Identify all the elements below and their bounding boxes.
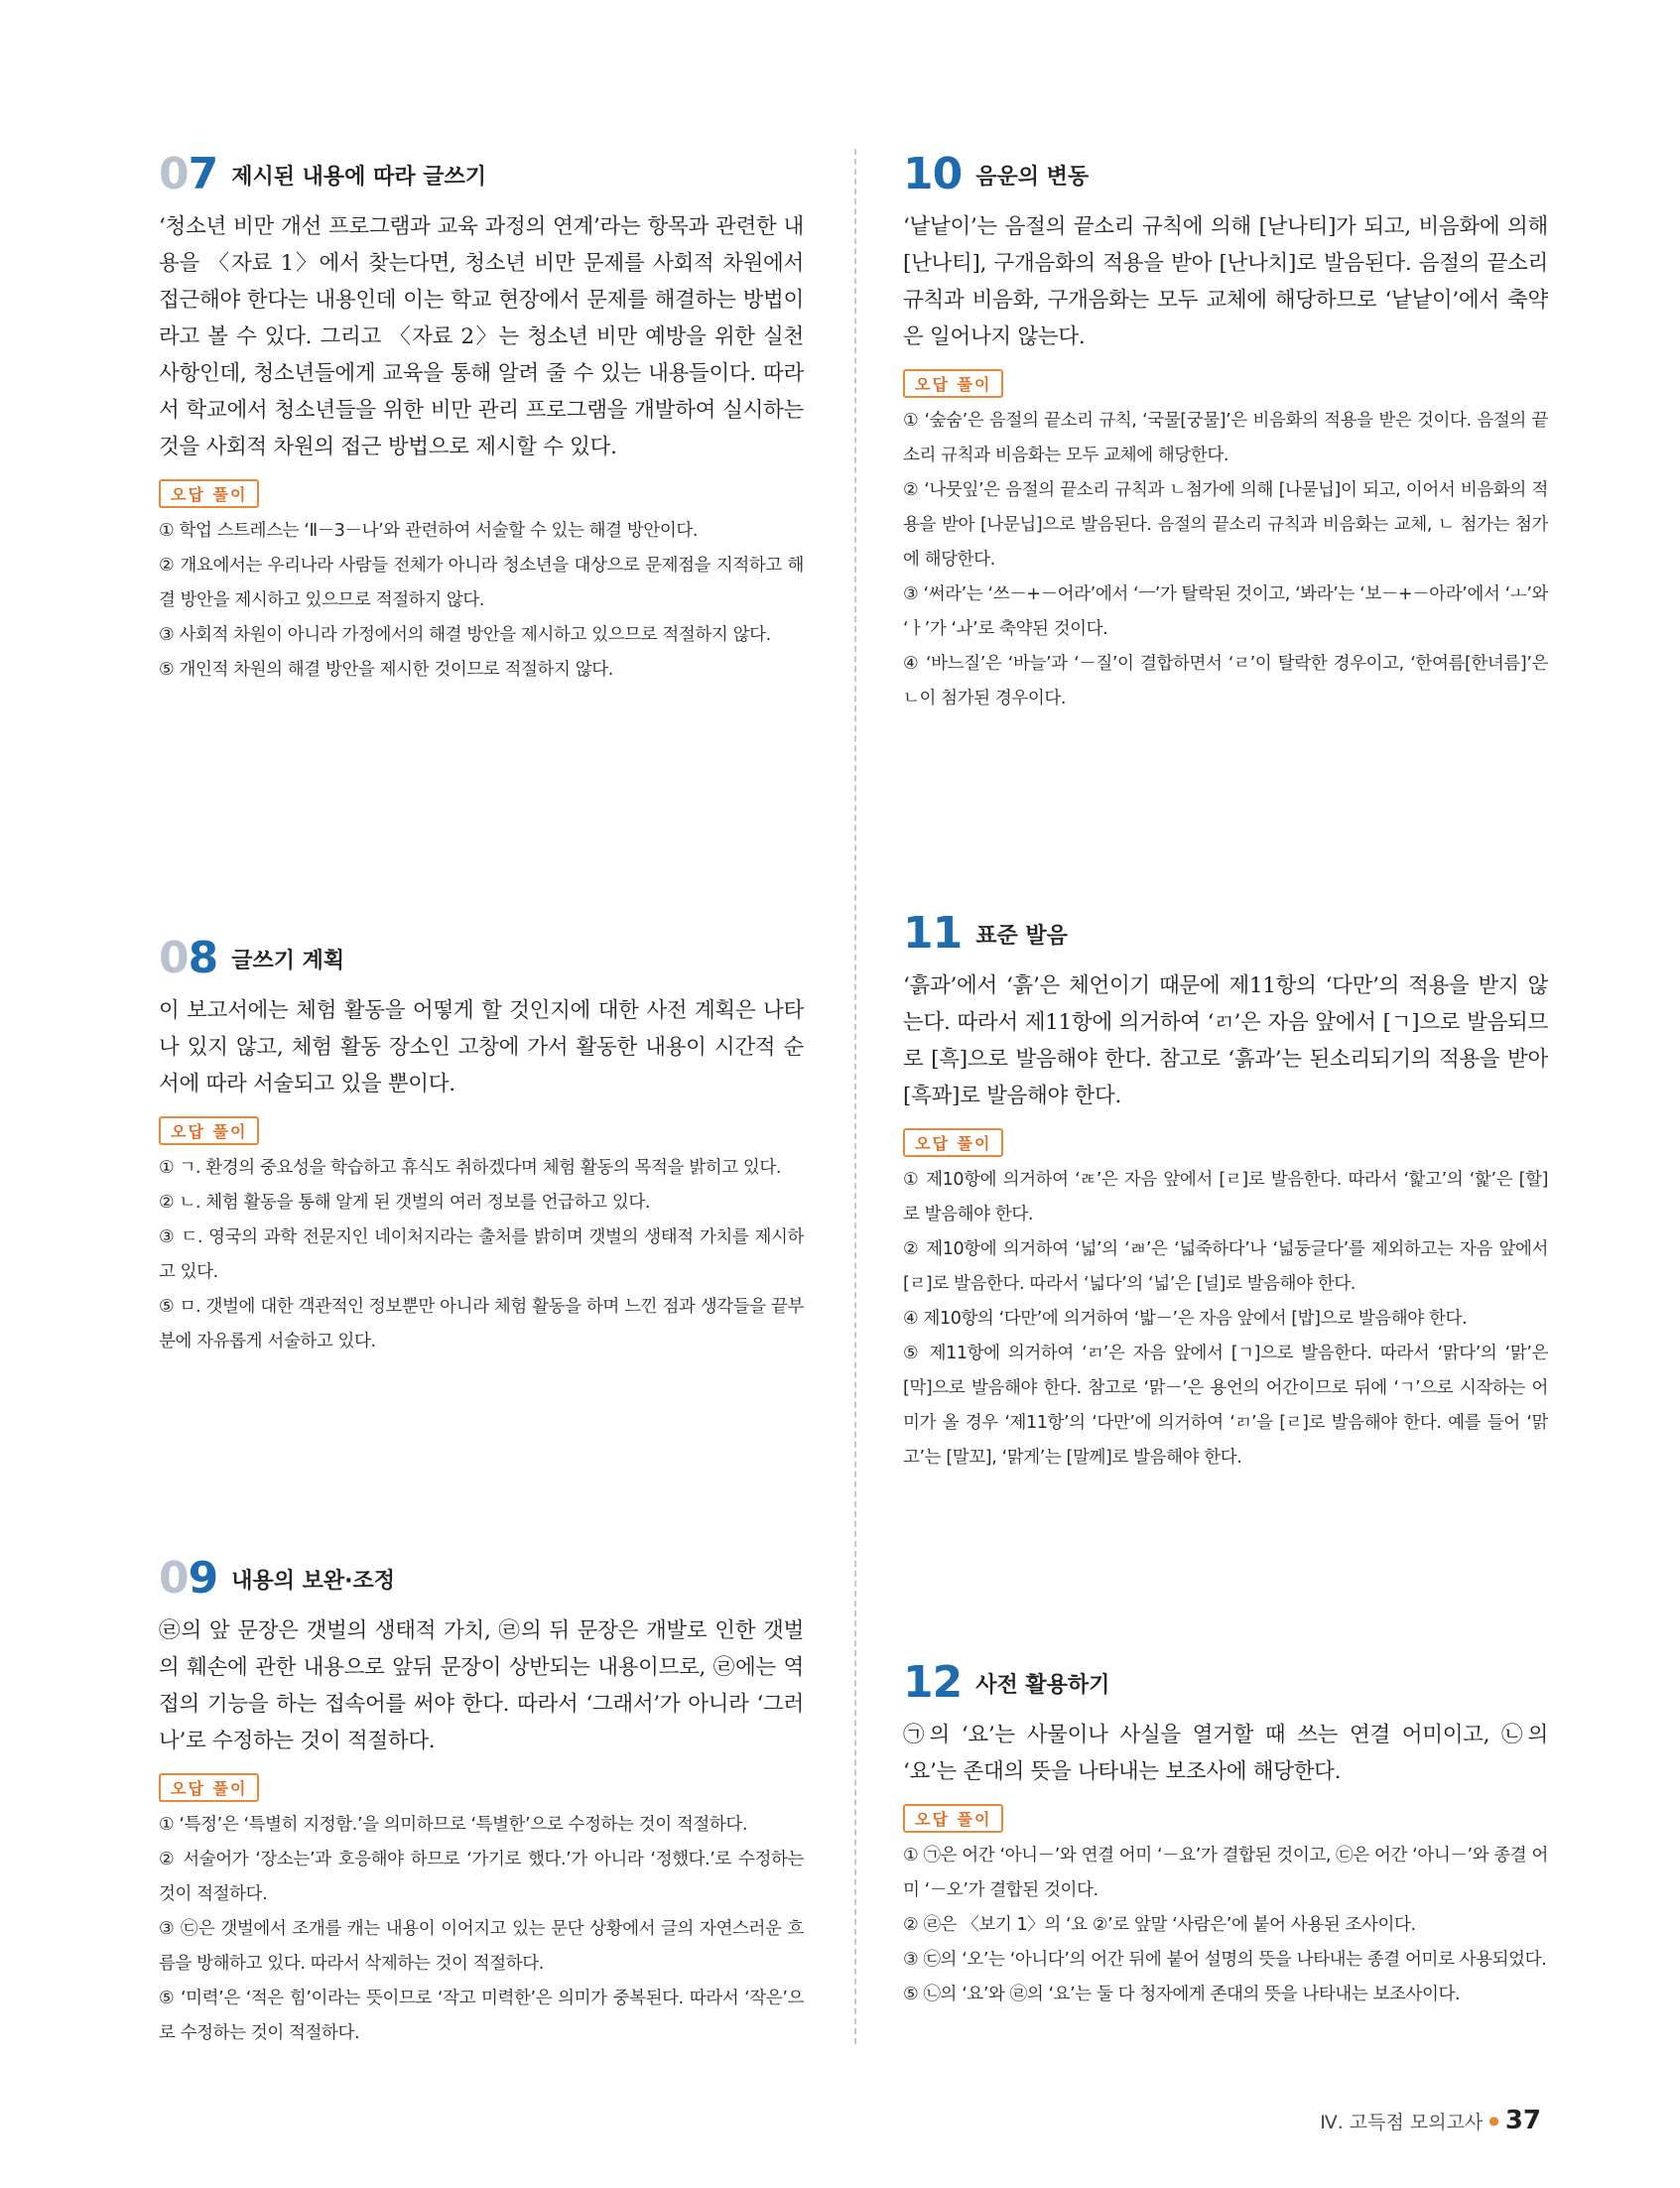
question-07 [159,149,804,688]
question-number: 12 [903,1657,963,1708]
list-item: ⑤ ‘미력’은 ‘적은 힘’이라는 뜻이므로 ‘작고 미력한’은 의미가 중복된다. 따라서 ‘작은’으로 수정하는 것이 적절하다. [159,1989,804,2043]
column-divider [854,149,856,2044]
question-header [159,149,804,199]
list-item: ④ ‘바느질’은 ‘바늘’과 ‘－질’이 결합하면서 ‘ㄹ’이 탈락한 경우이고, ‘한여름[한녀름]’은 ㄴ이 첨가된 경우이다. [903,654,1548,708]
wrong-answer-tag: 오답 풀이 [159,479,259,508]
list-item: ② ㉣은 〈보기 1〉의 ‘요 ②’로 앞말 ‘사람은’에 붙어 사용된 조사이다. [903,1915,1416,1935]
page-number: 37 [1504,2106,1541,2135]
wrong-answer-list [159,1151,804,1359]
question-header [903,908,1548,959]
list-item: ④ 제10항의 ‘다만’에 의거하여 ‘밟－’은 자음 앞에서 [밥]으로 발음해야 한다. [903,1309,1468,1329]
question-title: 표준 발음 [975,924,1068,949]
list-item: ② 개요에서는 우리나라 사람들 전체가 아니라 청소년을 대상으로 문제점을 지적하고 해결 방안을 제시하고 있으므로 적절하지 않다. [159,556,804,610]
list-item: ② 서술어가 ‘장소는’과 호응해야 하므로 ‘가기로 했다.’가 아니라 ‘정했다.’로 수정하는 것이 적절하다. [159,1850,804,1904]
list-item: ① ‘특정’은 ‘특별히 지정함.’을 의미하므로 ‘특별한’으로 수정하는 것이 적절하다. [159,1815,748,1835]
wrong-answer-list [159,1808,804,2051]
question-header [903,1657,1548,1708]
question-header [159,1553,804,1604]
explanation-text: ㉠의 ‘요’는 사물이나 사실을 열거할 때 쓰는 연결 어미이고, ㉡의 ‘요’는 존대의 뜻을 나타내는 보조사에 해당한다. [903,1723,1548,1784]
separator-dot-icon: ● [1488,2114,1499,2127]
question-header [903,149,1548,199]
list-item: ⑤ ㅁ. 갯벌에 대한 객관적인 정보뿐만 아니라 체험 활동을 하며 느낀 점과 생각들을 끝부분에 자유롭게 서술하고 있다. [159,1297,804,1351]
explanation-text: ‘청소년 비만 개선 프로그램과 교육 과정의 연계’라는 항목과 관련한 내용을 〈자료 1〉에서 찾는다면, 청소년 비만 문제를 사회적 차원에서 접근해야 한다는 내용인데 이는 학교 현장에서 문제를 해결하는 방법이라고 볼 수 있다. 그리고 〈자료 2〉는 청소년 비만 예방을 위한 실천 사항인데, 청소년들에게 교육을 통해 알려 줄 수 있는 내용들이다. 따라서 학교에서 청소년들을 위한 비만 관리 프로그램을 개발하여 실시하는 것을 사회적 차원의 접근 방법으로 제시할 수 있다. [159,214,804,459]
question-12 [903,1657,1548,2012]
list-item: ① ㄱ. 환경의 중요성을 학습하고 휴식도 취하겠다며 체험 활동의 목적을 밝히고 있다. [159,1158,782,1178]
wrong-answer-tag: 오답 풀이 [159,1116,259,1145]
list-item: ② 제10항에 의거하여 ‘넓’의 ‘ㄼ’은 ‘넓죽하다’나 ‘넓둥글다’를 제외하고는 자음 앞에서 [ㄹ]로 발음한다. 따라서 ‘넓다’의 ‘넓’은 [널]로 발음해야 한다. [903,1239,1548,1294]
section-label: Ⅳ. 고득점 모의고사 [1320,2111,1484,2133]
question-number: 08 [159,933,218,983]
wrong-answer-list [159,514,804,688]
list-item: ① 제10항에 의거하여 ‘ㄾ’은 자음 앞에서 [ㄹ]로 발음한다. 따라서 ‘핥고’의 ‘핥’은 [할]로 발음해야 한다. [903,1170,1548,1224]
list-item: ③ ‘써라’는 ‘쓰－+－어라’에서 ‘ㅡ’가 탈락된 것이고, ‘봐라’는 ‘보－+－아라’에서 ‘ㅗ’와 ‘ㅏ’가 ‘ㅘ’로 축약된 것이다. [903,584,1548,639]
question-header [159,933,804,983]
question-number: 11 [903,908,963,959]
list-item: ① ㉠은 어간 ‘아니－’와 연결 어미 ‘－요’가 결합된 것이고, ㉢은 어간 ‘아니－’와 종결 어미 ‘－오’가 결합된 것이다. [903,1846,1548,1900]
wrong-answer-tag: 오답 풀이 [903,1128,1003,1157]
question-number: 07 [159,149,218,199]
question-09 [159,1553,804,2051]
list-item: ⑤ ㉡의 ‘요’와 ㉣의 ‘요’는 둘 다 청자에게 존대의 뜻을 나타내는 보조사이다. [903,1985,1461,2004]
list-item: ① 학업 스트레스는 ‘Ⅱ－3－나’와 관련하여 서술할 수 있는 해결 방안이다. [159,521,699,541]
list-item: ⑤ 개인적 차원의 해결 방안을 제시한 것이므로 적절하지 않다. [159,660,613,680]
wrong-answer-list [903,1839,1548,2012]
question-11 [903,908,1548,1476]
list-item: ① ‘숲숨’은 음절의 끝소리 규칙, ‘국물[궁물]’은 비음화의 적용을 받은 것이다. 음절의 끝소리 규칙과 비음화는 모두 교체에 해당한다. [903,411,1548,465]
wrong-answer-list [903,1163,1548,1476]
wrong-answer-tag: 오답 풀이 [903,1804,1003,1833]
question-title: 제시된 내용에 따라 글쓰기 [231,165,487,190]
list-item: ③ ㉢은 갯벌에서 조개를 캐는 내용이 이어지고 있는 문단 상황에서 글의 자연스러운 흐름을 방해하고 있다. 따라서 삭제하는 것이 적절하다. [159,1919,804,1974]
question-title: 사전 활용하기 [975,1673,1110,1698]
explanation-text: ‘흙과’에서 ‘흙’은 체언이기 때문에 제11항의 ‘다만’의 적용을 받지 않는다. 따라서 제11항에 의거하여 ‘ㄺ’은 자음 앞에서 [ㄱ]으로 발음되므로 [흑]으로 발음해야 한다. 참고로 ‘흙과’는 된소리되기의 적용을 받아 [흑꽈]로 발음해야 한다. [903,973,1548,1108]
list-item: ② ‘나뭇잎’은 음절의 끝소리 규칙과 ㄴ첨가에 의해 [나묻닙]이 되고, 이어서 비음화의 적용을 받아 [나문닙]으로 발음된다. 음절의 끝소리 규칙과 비음화는 교체, ㄴ 첨가는 첨가에 해당한다. [903,480,1548,570]
list-item: ③ ㄷ. 영국의 과학 전문지인 네이처지라는 출처를 밝히며 갯벌의 생태적 가치를 제시하고 있다. [159,1227,804,1282]
explanation-text: 이 보고서에는 체험 활동을 어떻게 할 것인지에 대한 사전 계획은 나타나 있지 않고, 체험 활동 장소인 고창에 가서 활동한 내용이 시간적 순서에 따라 서술되고 있을 뿐이다. [159,998,804,1096]
question-title: 글쓰기 계획 [231,949,345,973]
question-08 [159,933,804,1359]
question-number: 10 [903,149,963,199]
question-title: 음운의 변동 [975,165,1090,190]
explanation-text: ‘낱낱이’는 음절의 끝소리 규칙에 의해 [낟나티]가 되고, 비음화에 의해 [난나티], 구개음화의 적용을 받아 [난나치]로 발음된다. 음절의 끝소리 규칙과 비음화, 구개음화는 모두 교체에 해당하므로 ‘낱낱이’에서 축약은 일어나지 않는다. [903,214,1548,349]
question-10 [903,149,1548,716]
wrong-answer-list [903,404,1548,716]
page-footer [1320,2106,1541,2135]
list-item: ⑤ 제11항에 의거하여 ‘ㄺ’은 자음 앞에서 [ㄱ]으로 발음한다. 따라서 ‘맑다’의 ‘맑’은 [막]으로 발음해야 한다. 참고로 ‘맑－’은 용언의 어간이므로 뒤에 ‘ㄱ’으로 시작하는 어미가 올 경우 ‘제11항’의 ‘다만’에 의거하여 ‘ㄺ’을 [ㄹ]로 발음해야 한다. 예를 들어 ‘맑고’는 [말꼬], ‘맑게’는 [말께]로 발음해야 한다. [903,1344,1548,1468]
question-title: 내용의 보완·조정 [231,1569,396,1594]
wrong-answer-tag: 오답 풀이 [159,1773,259,1802]
explanation-text: ㉣의 앞 문장은 갯벌의 생태적 가치, ㉣의 뒤 문장은 개발로 인한 갯벌의 훼손에 관한 내용으로 앞뒤 문장이 상반되는 내용이므로, ㉣에는 역접의 기능을 하는 접속어를 써야 한다. 따라서 ‘그래서’가 아니라 ‘그러나’로 수정하는 것이 적절하다. [159,1618,804,1753]
list-item: ② ㄴ. 체험 활동을 통해 알게 된 갯벌의 여러 정보를 언급하고 있다. [159,1193,651,1213]
wrong-answer-tag: 오답 풀이 [903,369,1003,398]
list-item: ③ ㉢의 ‘오’는 ‘아니다’의 어간 뒤에 붙어 설명의 뜻을 나타내는 종결 어미로 사용되었다. [903,1950,1547,1970]
list-item: ③ 사회적 차원이 아니라 가정에서의 해결 방안을 제시하고 있으므로 적절하지 않다. [159,625,771,645]
question-number: 09 [159,1553,218,1604]
